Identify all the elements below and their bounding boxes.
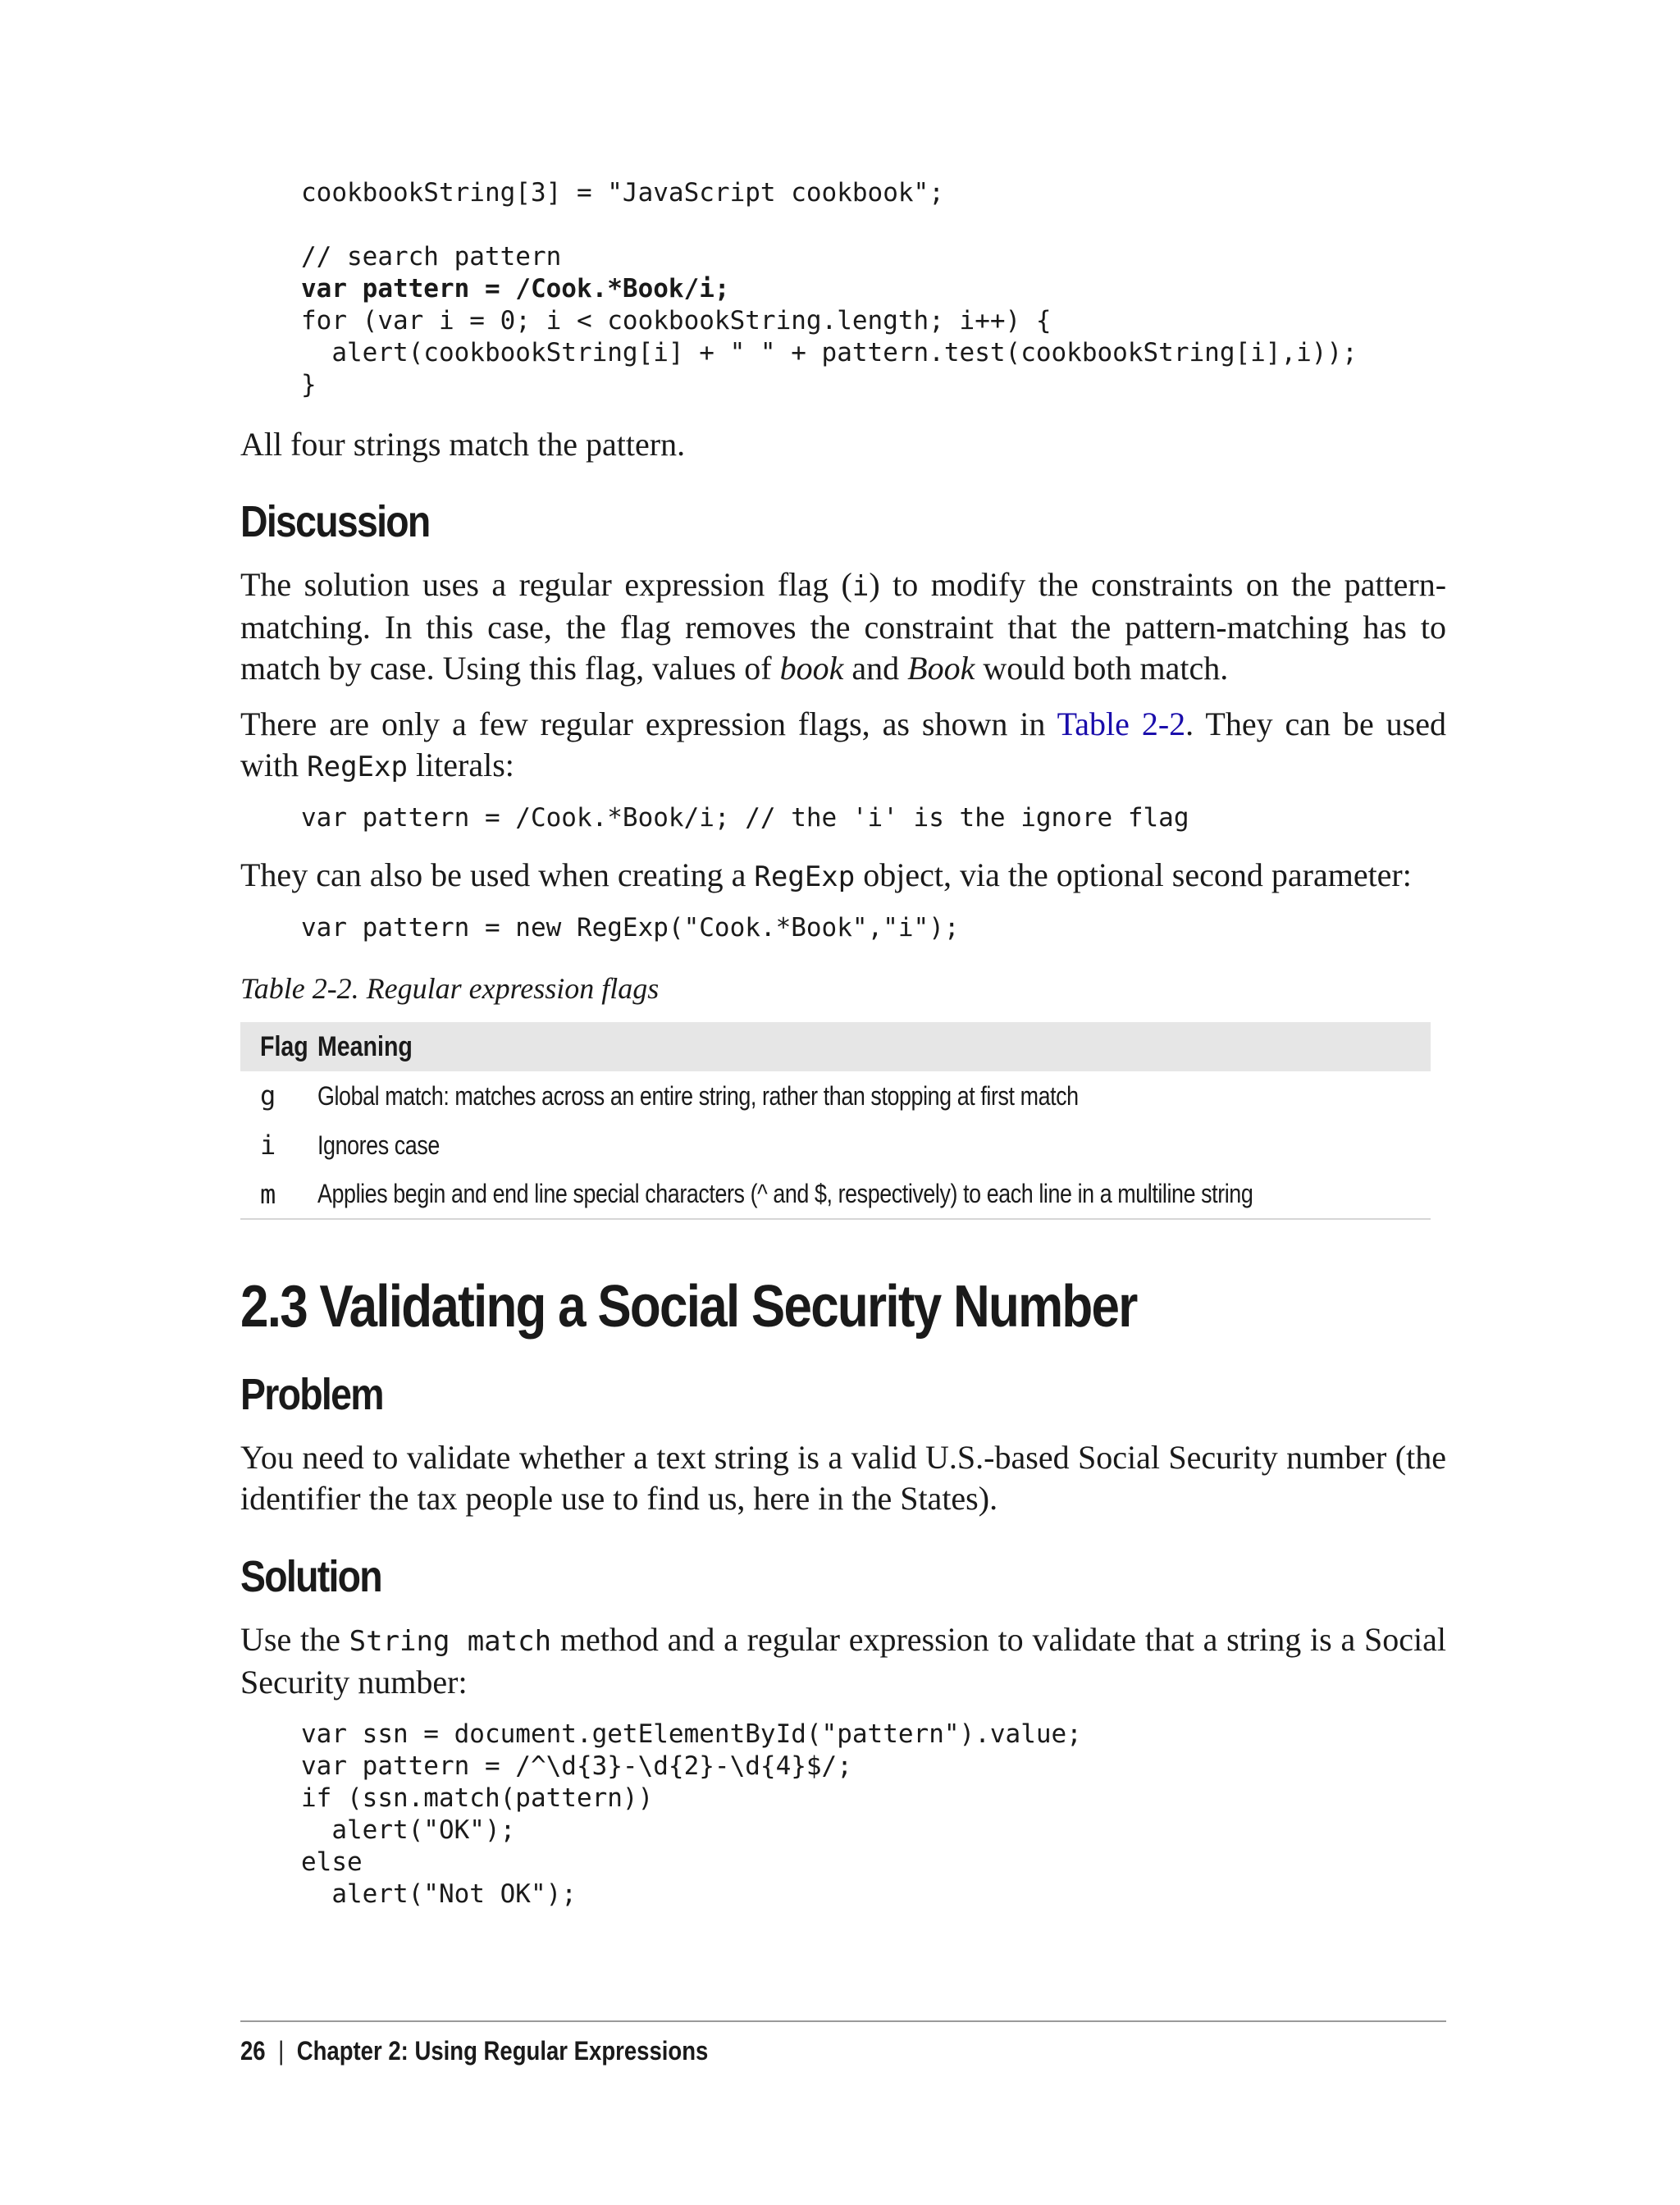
code-line: } <box>301 370 317 399</box>
table-cell-meaning: Ignores case <box>317 1130 440 1160</box>
code-line: var pattern = /^\d{3}-\d{2}-\d{4}$/; <box>301 1751 852 1781</box>
page-footer <box>240 2033 708 2069</box>
table-cell-meaning: Global match: matches across an entire string, rather than stopping at first match <box>317 1080 1079 1111</box>
paragraph-discussion-1: The solution uses a regular expression flag (i) to modify the constraints on the pattern-matching. In this case, the flag removes the constraint that the pattern-matching has to match by case. Using this flag, values of book and Book would both match. <box>240 566 1447 687</box>
heading-solution: Solution <box>240 1552 381 1601</box>
heading-discussion: Discussion <box>240 497 430 546</box>
paragraph-solution: Use the String match method and a regular expression to validate that a string is a Social Security number: <box>240 1621 1446 1701</box>
footer-rule <box>240 2020 1446 2022</box>
heading-problem: Problem <box>240 1370 383 1419</box>
code-block-ssn <box>301 1719 1082 1911</box>
chapter-title: Chapter 2: Using Regular Expressions <box>296 2036 709 2066</box>
paragraph-match-result: All four strings match the pattern. <box>240 426 686 463</box>
table-cell-flag: i <box>260 1130 276 1161</box>
paragraph-problem: You need to validate whether a text string is a valid U.S.-based Social Security number (the identifier the tax people use to find us, here in the States). <box>240 1439 1446 1517</box>
table-row <box>240 1071 1431 1121</box>
paragraph-discussion-2: There are only a few regular expression flags, as shown in Table 2-2. They can be used with RegExp literals: <box>240 705 1446 783</box>
page-number: 26 <box>240 2036 266 2066</box>
table-header-meaning: Meaning <box>317 1030 413 1062</box>
code-regexp-object: var pattern = new RegExp("Cook.*Book","i"); <box>301 913 960 943</box>
code-line: var ssn = document.getElementById("pattern").value; <box>301 1719 1082 1749</box>
code-line: cookbookString[3] = "JavaScript cookbook"; <box>301 178 944 208</box>
code-block-top <box>301 177 1358 401</box>
code-line: alert(cookbookString[i] + " " + pattern.test(cookbookString[i],i)); <box>301 338 1358 368</box>
code-inline-flag: var pattern = /Cook.*Book/i; // the 'i' is the ignore flag <box>301 803 1189 833</box>
table-2-2-link[interactable]: Table 2-2 <box>1057 705 1186 742</box>
code-line: alert("Not OK"); <box>301 1879 577 1909</box>
footer-separator: | <box>278 2036 285 2066</box>
table-cell-flag: g <box>260 1080 276 1112</box>
code-line: alert("OK"); <box>301 1815 516 1845</box>
table-header-row <box>240 1022 1431 1071</box>
code-line: // search pattern <box>301 242 562 272</box>
code-line-bold: var pattern = /Cook.*Book/i; <box>301 274 730 304</box>
table-header-flag: Flag <box>260 1030 308 1062</box>
paragraph-discussion-3: They can also be used when creating a RegExp object, via the optional second parameter: <box>240 856 1412 893</box>
flags-table <box>240 1022 1431 1220</box>
section-heading: 2.3 Validating a Social Security Number <box>240 1274 1137 1340</box>
table-row <box>240 1170 1431 1219</box>
table-cell-flag: m <box>260 1178 276 1210</box>
code-line: if (ssn.match(pattern)) <box>301 1783 654 1813</box>
code-line: for (var i = 0; i < cookbookString.length; i++) { <box>301 306 1052 336</box>
table-row <box>240 1121 1431 1170</box>
table-caption: Table 2-2. Regular expression flags <box>240 972 660 1005</box>
code-line: else <box>301 1847 363 1877</box>
table-cell-meaning: Applies begin and end line special characters (^ and $, respectively) to each line in a multiline string <box>317 1179 1253 1208</box>
